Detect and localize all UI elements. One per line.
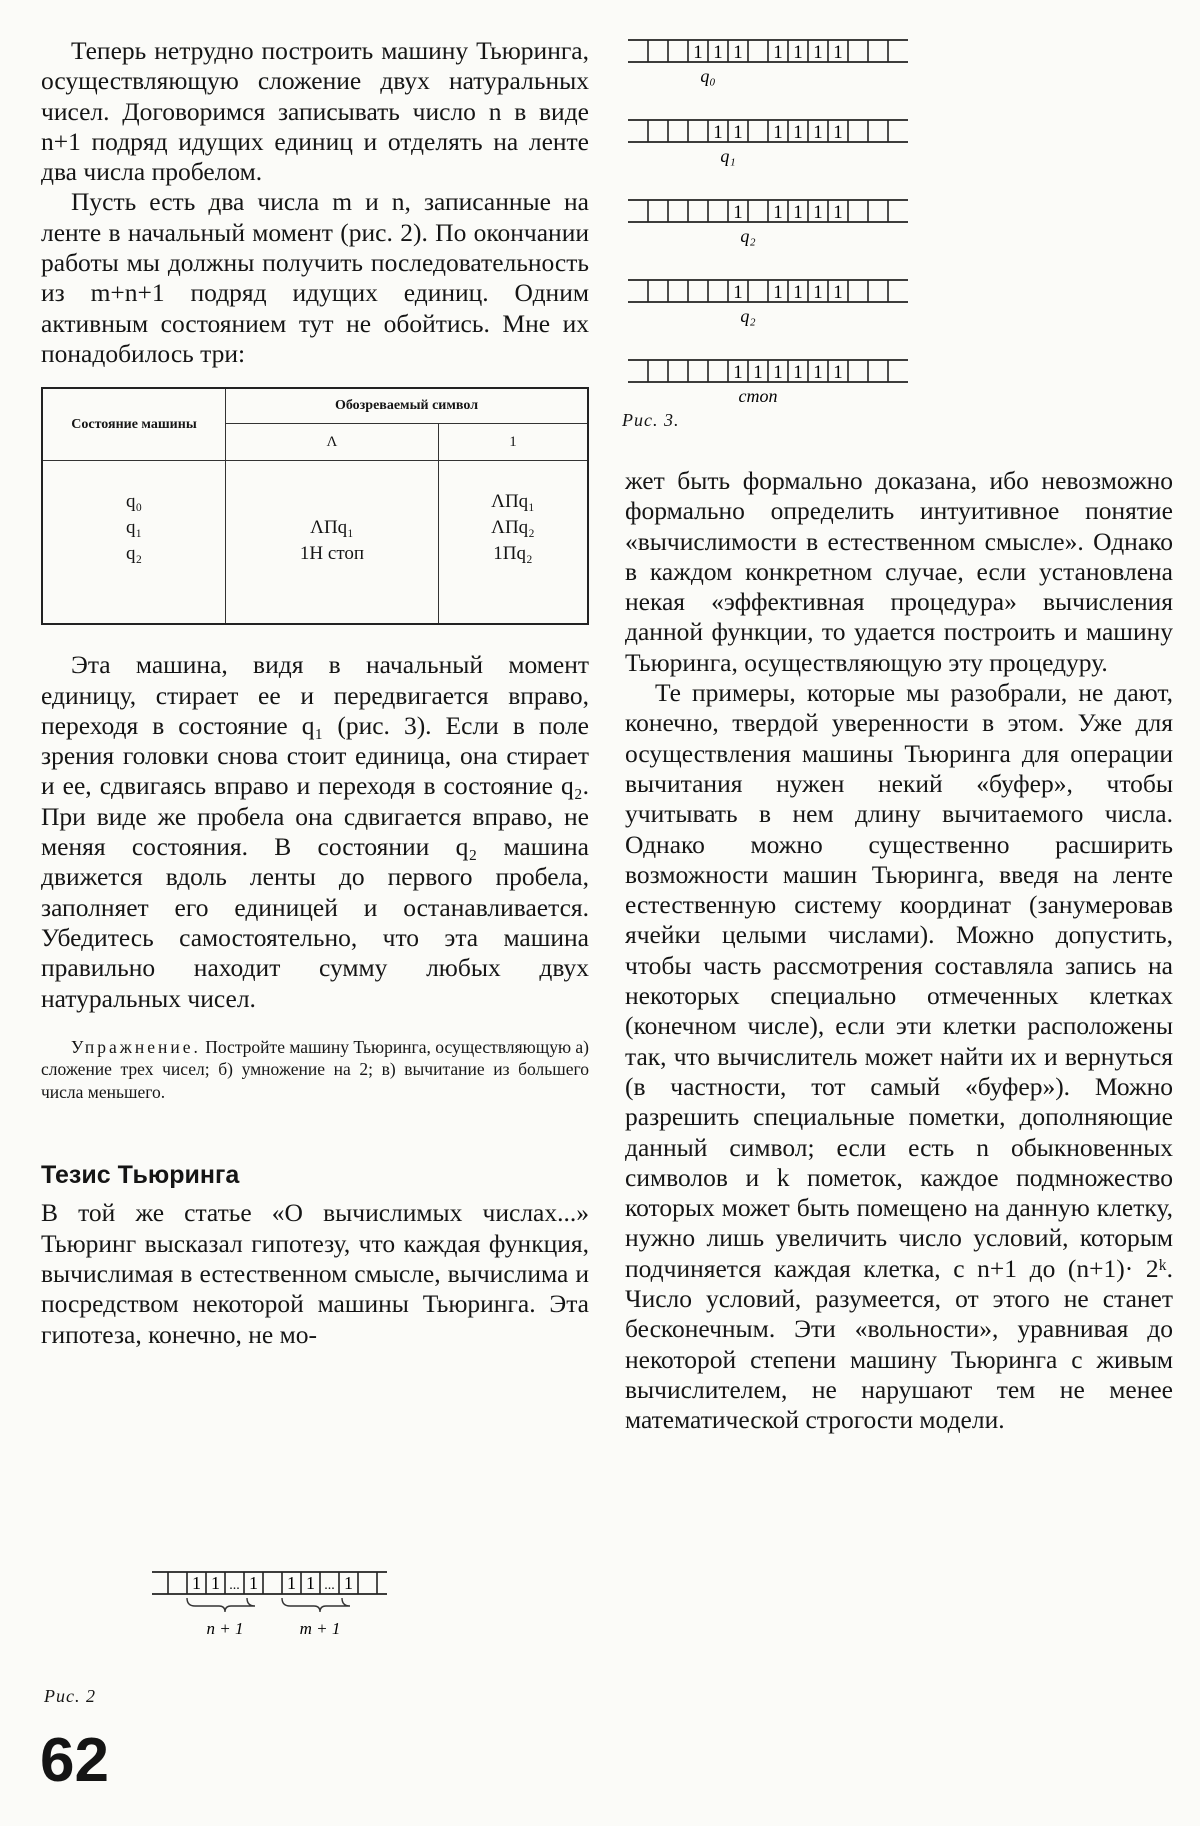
tape-cell-symbol: ... bbox=[229, 1578, 240, 1593]
exercise-text: Постройте машину Тьюринга, осуществляющую а) сложение трех чисел; б) умножение на 2; в) вычитание из большего числа меньшего. bbox=[41, 1036, 589, 1102]
table-action: 1Пq₂ bbox=[493, 543, 533, 565]
section-heading: Тезис Тьюринга bbox=[41, 1161, 240, 1190]
figure-3-tapes bbox=[600, 30, 1040, 440]
brace bbox=[282, 1598, 350, 1612]
tape-cell-symbol: 1 bbox=[249, 1573, 258, 1593]
left-paragraph-2: Пусть есть два числа m и n, записанные на ленте в начальный момент (рис. 2). По окончании работы мы должны получить последовательность из m+n+1 подряд идущих единиц. Одним активным состоянием тут не обойтись. Мне их понадобилось три: bbox=[41, 187, 589, 368]
page-number: 62 bbox=[40, 1726, 109, 1795]
tape bbox=[628, 280, 908, 326]
tape-cell-symbol: 1 bbox=[773, 362, 783, 383]
tape-cell-symbol: 1 bbox=[733, 362, 743, 383]
tape-cell-symbol: 1 bbox=[773, 202, 783, 223]
tape-cell-symbol: 1 bbox=[813, 282, 823, 303]
right-paragraph-1: жет быть формально доказана, ибо невозможно формально определить интуитивное понятие «вычислимости в естественном смысле». Однако в каждом конкретном случае, если установлена некая «эффективная процедура» вычисления данной функции, то удается построить и машину Тьюринга, осуществляющую эту процедуру. bbox=[625, 466, 1173, 677]
brace-label-left: n + 1 bbox=[206, 1619, 244, 1638]
brace bbox=[187, 1598, 255, 1612]
tape-cell-symbol: 1 bbox=[833, 362, 843, 383]
tape-cell-symbol: 1 bbox=[733, 202, 743, 223]
tape-cell-symbol: 1 bbox=[813, 42, 823, 63]
tape-cell-symbol: 1 bbox=[192, 1573, 201, 1593]
tape-cell-symbol: 1 bbox=[793, 202, 803, 223]
table-state: q₀ bbox=[125, 491, 143, 513]
tape-cell-symbol: 1 bbox=[733, 282, 743, 303]
tape-cell-symbol: 1 bbox=[693, 42, 703, 63]
tape bbox=[628, 40, 908, 86]
left-paragraph-3: Эта машина, видя в начальный момент единицу, стирает ее и передвигается вправо, переходя в состояние q₁ (рис. 3). Если в поле зрения головки снова стоит единица, она стирает и ее, сдвигаясь вправо и переходя в состояние q₂. При виде же пробела она сдвигается вправо, не меняя состояния. В состоянии q₂ машина движется вдоль ленты до первого пробела, заполняет его единицей и останавливается. Убедитесь самостоятельно, что эта машина правильно находит сумму любых двух натуральных чисел. bbox=[41, 650, 589, 1013]
tape-cell-symbol: 1 bbox=[713, 42, 723, 63]
tape bbox=[628, 200, 908, 246]
table-action: 1Н стоп bbox=[299, 543, 365, 565]
tape-cell-symbol: 1 bbox=[733, 42, 743, 63]
table-state: q₂ bbox=[125, 543, 143, 565]
left-column bbox=[41, 36, 589, 1350]
tape-cell-symbol: 1 bbox=[813, 362, 823, 383]
tape-state-label: q₁ bbox=[720, 146, 736, 166]
table-subheader-one: 1 bbox=[438, 424, 588, 461]
tape-cell-symbol: 1 bbox=[773, 42, 783, 63]
tape-cell-symbol: 1 bbox=[344, 1573, 353, 1593]
tape-state-label: стоп bbox=[738, 386, 778, 406]
tape-cell-symbol: 1 bbox=[773, 122, 783, 143]
table-states-cell bbox=[42, 461, 226, 625]
tape-cell-symbol: 1 bbox=[287, 1573, 296, 1593]
table-one-actions-cell bbox=[438, 461, 588, 625]
tape-cell-symbol: 1 bbox=[211, 1573, 220, 1593]
table-header-symbol: Обозреваемый символ bbox=[226, 388, 589, 424]
tape-state-label: q₂ bbox=[740, 226, 756, 246]
table-header-state: Состояние машины bbox=[42, 388, 226, 461]
tape-cell-symbol: 1 bbox=[773, 282, 783, 303]
figure-2-tape bbox=[150, 1558, 480, 1658]
tape-cell-symbol: 1 bbox=[793, 362, 803, 383]
left-paragraph-4: В той же статье «О вычислимых числах...» Тьюринг высказал гипотезу, что каждая функция, вычислимая в естественном смысле, вычислима и посредством некоторой машины Тьюринга. Эта гипотеза, конечно, не мо- bbox=[41, 1198, 589, 1349]
tape bbox=[628, 120, 908, 166]
table-action: ΛПq₁ bbox=[491, 491, 535, 513]
table-action: ΛПq₂ bbox=[491, 517, 535, 539]
tape-cell-symbol: 1 bbox=[733, 122, 743, 143]
tape-cell-symbol: 1 bbox=[813, 122, 823, 143]
tape-state-label: q₂ bbox=[740, 306, 756, 326]
transition-table bbox=[41, 387, 589, 625]
tape-cell-symbol: 1 bbox=[793, 42, 803, 63]
tape-cell-symbol: 1 bbox=[306, 1573, 315, 1593]
tape-cell-symbol: 1 bbox=[833, 122, 843, 143]
exercise bbox=[41, 1036, 589, 1104]
tape-cell-symbol: 1 bbox=[833, 42, 843, 63]
right-column bbox=[625, 466, 1173, 1436]
figure-2-caption: Рис. 2 bbox=[44, 1686, 96, 1706]
tape-cell-symbol: 1 bbox=[833, 202, 843, 223]
table-subheader-blank: Λ bbox=[226, 424, 439, 461]
figure-3-caption: Рис. 3. bbox=[622, 410, 680, 430]
tape-cell-symbol: 1 bbox=[713, 122, 723, 143]
tape-cell-symbol: 1 bbox=[793, 122, 803, 143]
table-action bbox=[227, 489, 437, 515]
table-state: q₁ bbox=[125, 517, 143, 539]
tape-cell-symbol: 1 bbox=[833, 282, 843, 303]
tape-state-label: q₀ bbox=[700, 66, 716, 86]
exercise-lead: Упражнение. bbox=[71, 1036, 201, 1057]
left-paragraph-1: Теперь нетрудно построить машину Тьюринга, осуществляющую сложение двух натуральных чисел. Договоримся записывать число n в виде n+1 подряд идущих единиц и отделять на ленте два числа пробелом. bbox=[41, 36, 589, 187]
table-action: ΛПq₁ bbox=[310, 517, 354, 539]
brace-label-right: m + 1 bbox=[299, 1619, 341, 1638]
tape-cell-symbol: 1 bbox=[793, 282, 803, 303]
tape-cell-symbol: ... bbox=[324, 1578, 335, 1593]
tape bbox=[628, 360, 908, 406]
tape-cell-symbol: 1 bbox=[813, 202, 823, 223]
table-blank-actions-cell bbox=[226, 461, 439, 625]
right-paragraph-2: Те примеры, которые мы разобрали, не дают, конечно, твердой уверенности в этом. Уже для осуществления машины Тьюринга для операции вычитания нужен некий «буфер», чтобы учитывать в нем длину вычитаемого числа. Однако можно существенно расширить возможности машин Тьюринга, введя на ленте естественную систему координат (занумеровав ячейки целыми числами). Можно допустить, чтобы часть рассмотрения составляла запись на некоторых специально отмеченных клетках (конечном числе), если эти клетки расположены так, что вычислитель может найти их и вернуться (в частности, тот самый «буфер»). Можно разрешить специальные пометки, дополняющие данный символ; если есть n обыкновенных символов и k пометок, каждое подмножество которых может быть помещено на данную клетку, нужно лишь увеличить число условий, которым подчиняется каждая клетка, с n+1 до (n+1)· 2ᵏ. Число условий, разумеется, от этого не станет бесконечным. Эти «вольности», уравнивая до некоторой степени машину Тьюринга с живым вычислителем, не нарушают тем не менее математической строгости модели. bbox=[625, 678, 1173, 1435]
tape-cell-symbol: 1 bbox=[753, 362, 763, 383]
